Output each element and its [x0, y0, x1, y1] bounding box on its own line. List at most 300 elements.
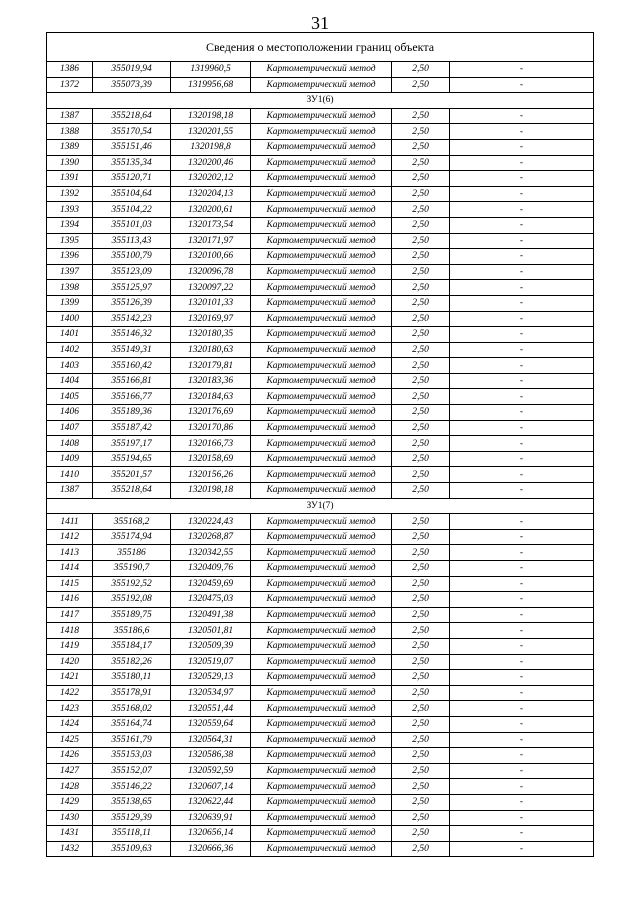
description-cell: -	[450, 638, 594, 654]
description-cell: -	[450, 62, 594, 78]
description-cell: -	[450, 249, 594, 265]
determination-method-cell: Картометрический метод	[251, 483, 392, 499]
y-coordinate-cell: 1320607,14	[171, 779, 251, 795]
y-coordinate-cell: 1320169,97	[171, 311, 251, 327]
x-coordinate-cell: 355138,65	[93, 794, 171, 810]
determination-method-cell: Картометрический метод	[251, 779, 392, 795]
x-coordinate-cell: 355073,39	[93, 77, 171, 93]
accuracy-cell: 2,50	[392, 561, 450, 577]
x-coordinate-cell: 355125,97	[93, 280, 171, 296]
accuracy-cell: 2,50	[392, 779, 450, 795]
point-number-cell: 1428	[47, 779, 93, 795]
description-cell: -	[450, 561, 594, 577]
description-cell: -	[450, 716, 594, 732]
table-row	[47, 342, 594, 358]
accuracy-cell: 2,50	[392, 62, 450, 78]
x-coordinate-cell: 355164,74	[93, 716, 171, 732]
point-number-cell: 1422	[47, 685, 93, 701]
x-coordinate-cell: 355190,7	[93, 561, 171, 577]
determination-method-cell: Картометрический метод	[251, 716, 392, 732]
accuracy-cell: 2,50	[392, 108, 450, 124]
description-cell: -	[450, 685, 594, 701]
table-row	[47, 124, 594, 140]
y-coordinate-cell: 1320179,81	[171, 358, 251, 374]
description-cell: -	[450, 436, 594, 452]
determination-method-cell: Картометрический метод	[251, 467, 392, 483]
accuracy-cell: 2,50	[392, 576, 450, 592]
description-cell: -	[450, 373, 594, 389]
determination-method-cell: Картометрический метод	[251, 233, 392, 249]
point-number-cell: 1424	[47, 716, 93, 732]
table-title-row	[47, 33, 594, 62]
determination-method-cell: Картометрический метод	[251, 826, 392, 842]
determination-method-cell: Картометрический метод	[251, 529, 392, 545]
y-coordinate-cell: 1320622,44	[171, 794, 251, 810]
determination-method-cell: Картометрический метод	[251, 748, 392, 764]
accuracy-cell: 2,50	[392, 373, 450, 389]
accuracy-cell: 2,50	[392, 405, 450, 421]
table-title: Сведения о местоположении границ объекта	[47, 33, 594, 62]
point-number-cell: 1432	[47, 841, 93, 857]
y-coordinate-cell: 1320551,44	[171, 701, 251, 717]
point-number-cell: 1387	[47, 108, 93, 124]
point-number-cell: 1417	[47, 607, 93, 623]
determination-method-cell: Картометрический метод	[251, 841, 392, 857]
accuracy-cell: 2,50	[392, 748, 450, 764]
y-coordinate-cell: 1320101,33	[171, 295, 251, 311]
x-coordinate-cell: 355118,11	[93, 826, 171, 842]
determination-method-cell: Картометрический метод	[251, 139, 392, 155]
accuracy-cell: 2,50	[392, 638, 450, 654]
x-coordinate-cell: 355194,65	[93, 451, 171, 467]
point-number-cell: 1427	[47, 763, 93, 779]
x-coordinate-cell: 355019,94	[93, 62, 171, 78]
point-number-cell: 1429	[47, 794, 93, 810]
determination-method-cell: Картометрический метод	[251, 670, 392, 686]
table-row	[47, 638, 594, 654]
description-cell: -	[450, 108, 594, 124]
description-cell: -	[450, 748, 594, 764]
y-coordinate-cell: 1320475,03	[171, 592, 251, 608]
y-coordinate-cell: 1320100,66	[171, 249, 251, 265]
accuracy-cell: 2,50	[392, 514, 450, 530]
table-row	[47, 607, 594, 623]
table-row	[47, 373, 594, 389]
accuracy-cell: 2,50	[392, 311, 450, 327]
point-number-cell: 1388	[47, 124, 93, 140]
y-coordinate-cell: 1320224,43	[171, 514, 251, 530]
x-coordinate-cell: 355192,08	[93, 592, 171, 608]
x-coordinate-cell: 355161,79	[93, 732, 171, 748]
x-coordinate-cell: 355192,52	[93, 576, 171, 592]
y-coordinate-cell: 1320156,26	[171, 467, 251, 483]
table-row	[47, 62, 594, 78]
point-number-cell: 1425	[47, 732, 93, 748]
x-coordinate-cell: 355197,17	[93, 436, 171, 452]
determination-method-cell: Картометрический метод	[251, 436, 392, 452]
table-row	[47, 685, 594, 701]
point-number-cell: 1415	[47, 576, 93, 592]
table-row	[47, 529, 594, 545]
table-row	[47, 358, 594, 374]
y-coordinate-cell: 1320097,22	[171, 280, 251, 296]
point-number-cell: 1391	[47, 171, 93, 187]
description-cell: -	[450, 202, 594, 218]
point-number-cell: 1430	[47, 810, 93, 826]
y-coordinate-cell: 1320559,64	[171, 716, 251, 732]
table-row	[47, 405, 594, 421]
description-cell: -	[450, 607, 594, 623]
determination-method-cell: Картометрический метод	[251, 295, 392, 311]
description-cell: -	[450, 763, 594, 779]
table-row	[47, 623, 594, 639]
table-row	[47, 139, 594, 155]
accuracy-cell: 2,50	[392, 171, 450, 187]
y-coordinate-cell: 1320170,86	[171, 420, 251, 436]
y-coordinate-cell: 1320198,8	[171, 139, 251, 155]
y-coordinate-cell: 1320183,36	[171, 373, 251, 389]
determination-method-cell: Картометрический метод	[251, 108, 392, 124]
accuracy-cell: 2,50	[392, 654, 450, 670]
description-cell: -	[450, 77, 594, 93]
table-row	[47, 77, 594, 93]
accuracy-cell: 2,50	[392, 436, 450, 452]
table-row	[47, 186, 594, 202]
y-coordinate-cell: 1320501,81	[171, 623, 251, 639]
description-cell: -	[450, 139, 594, 155]
accuracy-cell: 2,50	[392, 217, 450, 233]
table-row	[47, 389, 594, 405]
accuracy-cell: 2,50	[392, 139, 450, 155]
accuracy-cell: 2,50	[392, 701, 450, 717]
x-coordinate-cell: 355129,39	[93, 810, 171, 826]
table-row	[47, 576, 594, 592]
point-number-cell: 1403	[47, 358, 93, 374]
point-number-cell: 1392	[47, 186, 93, 202]
point-number-cell: 1418	[47, 623, 93, 639]
point-number-cell: 1405	[47, 389, 93, 405]
determination-method-cell: Картометрический метод	[251, 264, 392, 280]
determination-method-cell: Картометрический метод	[251, 327, 392, 343]
accuracy-cell: 2,50	[392, 202, 450, 218]
table-row	[47, 155, 594, 171]
y-coordinate-cell: 1320268,87	[171, 529, 251, 545]
y-coordinate-cell: 1320202,12	[171, 171, 251, 187]
description-cell: -	[450, 467, 594, 483]
y-coordinate-cell: 1319956,68	[171, 77, 251, 93]
y-coordinate-cell: 1320639,91	[171, 810, 251, 826]
table-row	[47, 280, 594, 296]
y-coordinate-cell: 1320158,69	[171, 451, 251, 467]
x-coordinate-cell: 355178,91	[93, 685, 171, 701]
x-coordinate-cell: 355135,34	[93, 155, 171, 171]
description-cell: -	[450, 342, 594, 358]
x-coordinate-cell: 355182,26	[93, 654, 171, 670]
table-row	[47, 264, 594, 280]
table-row	[47, 779, 594, 795]
accuracy-cell: 2,50	[392, 249, 450, 265]
description-cell: -	[450, 358, 594, 374]
description-cell: -	[450, 841, 594, 857]
point-number-cell: 1407	[47, 420, 93, 436]
determination-method-cell: Картометрический метод	[251, 405, 392, 421]
y-coordinate-cell: 1320534,97	[171, 685, 251, 701]
x-coordinate-cell: 355120,71	[93, 171, 171, 187]
accuracy-cell: 2,50	[392, 763, 450, 779]
table-row	[47, 810, 594, 826]
x-coordinate-cell: 355151,46	[93, 139, 171, 155]
y-coordinate-cell: 1320491,38	[171, 607, 251, 623]
accuracy-cell: 2,50	[392, 794, 450, 810]
accuracy-cell: 2,50	[392, 670, 450, 686]
description-cell: -	[450, 405, 594, 421]
accuracy-cell: 2,50	[392, 592, 450, 608]
point-number-cell: 1431	[47, 826, 93, 842]
description-cell: -	[450, 810, 594, 826]
y-coordinate-cell: 1320166,73	[171, 436, 251, 452]
accuracy-cell: 2,50	[392, 295, 450, 311]
determination-method-cell: Картометрический метод	[251, 576, 392, 592]
x-coordinate-cell: 355184,17	[93, 638, 171, 654]
table-row	[47, 732, 594, 748]
y-coordinate-cell: 1319960,5	[171, 62, 251, 78]
determination-method-cell: Картометрический метод	[251, 638, 392, 654]
point-number-cell: 1396	[47, 249, 93, 265]
point-number-cell: 1412	[47, 529, 93, 545]
x-coordinate-cell: 355146,32	[93, 327, 171, 343]
point-number-cell: 1397	[47, 264, 93, 280]
y-coordinate-cell: 1320096,78	[171, 264, 251, 280]
x-coordinate-cell: 355180,11	[93, 670, 171, 686]
description-cell: -	[450, 451, 594, 467]
point-number-cell: 1400	[47, 311, 93, 327]
y-coordinate-cell: 1320342,55	[171, 545, 251, 561]
section-header-row	[47, 498, 594, 514]
point-number-cell: 1409	[47, 451, 93, 467]
table-row	[47, 826, 594, 842]
determination-method-cell: Картометрический метод	[251, 794, 392, 810]
x-coordinate-cell: 355104,64	[93, 186, 171, 202]
point-number-cell: 1386	[47, 62, 93, 78]
x-coordinate-cell: 355189,36	[93, 405, 171, 421]
determination-method-cell: Картометрический метод	[251, 592, 392, 608]
x-coordinate-cell: 355187,42	[93, 420, 171, 436]
description-cell: -	[450, 389, 594, 405]
determination-method-cell: Картометрический метод	[251, 607, 392, 623]
accuracy-cell: 2,50	[392, 342, 450, 358]
x-coordinate-cell: 355186	[93, 545, 171, 561]
table-row	[47, 467, 594, 483]
point-number-cell: 1414	[47, 561, 93, 577]
description-cell: -	[450, 514, 594, 530]
determination-method-cell: Картометрический метод	[251, 77, 392, 93]
point-number-cell: 1419	[47, 638, 93, 654]
accuracy-cell: 2,50	[392, 732, 450, 748]
x-coordinate-cell: 355174,94	[93, 529, 171, 545]
table-row	[47, 794, 594, 810]
table-row	[47, 716, 594, 732]
accuracy-cell: 2,50	[392, 685, 450, 701]
point-number-cell: 1406	[47, 405, 93, 421]
description-cell: -	[450, 592, 594, 608]
description-cell: -	[450, 529, 594, 545]
table-row	[47, 108, 594, 124]
y-coordinate-cell: 1320459,69	[171, 576, 251, 592]
determination-method-cell: Картометрический метод	[251, 561, 392, 577]
accuracy-cell: 2,50	[392, 264, 450, 280]
y-coordinate-cell: 1320176,69	[171, 405, 251, 421]
x-coordinate-cell: 355153,03	[93, 748, 171, 764]
table-row	[47, 545, 594, 561]
accuracy-cell: 2,50	[392, 826, 450, 842]
description-cell: -	[450, 311, 594, 327]
accuracy-cell: 2,50	[392, 716, 450, 732]
accuracy-cell: 2,50	[392, 623, 450, 639]
section-label: ЗУ1(7)	[47, 498, 594, 514]
x-coordinate-cell: 355113,43	[93, 233, 171, 249]
description-cell: -	[450, 171, 594, 187]
point-number-cell: 1423	[47, 701, 93, 717]
description-cell: -	[450, 327, 594, 343]
accuracy-cell: 2,50	[392, 77, 450, 93]
x-coordinate-cell: 355126,39	[93, 295, 171, 311]
y-coordinate-cell: 1320171,97	[171, 233, 251, 249]
accuracy-cell: 2,50	[392, 467, 450, 483]
determination-method-cell: Картометрический метод	[251, 389, 392, 405]
determination-method-cell: Картометрический метод	[251, 280, 392, 296]
description-cell: -	[450, 280, 594, 296]
point-number-cell: 1404	[47, 373, 93, 389]
point-number-cell: 1408	[47, 436, 93, 452]
determination-method-cell: Картометрический метод	[251, 155, 392, 171]
accuracy-cell: 2,50	[392, 186, 450, 202]
y-coordinate-cell: 1320409,76	[171, 561, 251, 577]
description-cell: -	[450, 779, 594, 795]
y-coordinate-cell: 1320586,38	[171, 748, 251, 764]
description-cell: -	[450, 264, 594, 280]
accuracy-cell: 2,50	[392, 155, 450, 171]
x-coordinate-cell: 355152,07	[93, 763, 171, 779]
point-number-cell: 1394	[47, 217, 93, 233]
determination-method-cell: Картометрический метод	[251, 701, 392, 717]
table-row	[47, 514, 594, 530]
accuracy-cell: 2,50	[392, 545, 450, 561]
x-coordinate-cell: 355160,42	[93, 358, 171, 374]
section-label: ЗУ1(6)	[47, 93, 594, 109]
description-cell: -	[450, 124, 594, 140]
accuracy-cell: 2,50	[392, 607, 450, 623]
table-row	[47, 233, 594, 249]
determination-method-cell: Картометрический метод	[251, 62, 392, 78]
determination-method-cell: Картометрический метод	[251, 342, 392, 358]
x-coordinate-cell: 355201,57	[93, 467, 171, 483]
boundary-coordinates-table	[46, 32, 594, 857]
table-row	[47, 420, 594, 436]
table-row	[47, 327, 594, 343]
y-coordinate-cell: 1320656,14	[171, 826, 251, 842]
determination-method-cell: Картометрический метод	[251, 810, 392, 826]
x-coordinate-cell: 355123,09	[93, 264, 171, 280]
point-number-cell: 1395	[47, 233, 93, 249]
accuracy-cell: 2,50	[392, 124, 450, 140]
y-coordinate-cell: 1320204,13	[171, 186, 251, 202]
accuracy-cell: 2,50	[392, 280, 450, 296]
point-number-cell: 1398	[47, 280, 93, 296]
x-coordinate-cell: 355101,03	[93, 217, 171, 233]
x-coordinate-cell: 355218,64	[93, 108, 171, 124]
determination-method-cell: Картометрический метод	[251, 186, 392, 202]
x-coordinate-cell: 355168,2	[93, 514, 171, 530]
table-row	[47, 202, 594, 218]
x-coordinate-cell: 355166,81	[93, 373, 171, 389]
accuracy-cell: 2,50	[392, 483, 450, 499]
description-cell: -	[450, 826, 594, 842]
accuracy-cell: 2,50	[392, 841, 450, 857]
point-number-cell: 1401	[47, 327, 93, 343]
description-cell: -	[450, 217, 594, 233]
table-row	[47, 295, 594, 311]
accuracy-cell: 2,50	[392, 358, 450, 374]
table-row	[47, 670, 594, 686]
point-number-cell: 1421	[47, 670, 93, 686]
accuracy-cell: 2,50	[392, 327, 450, 343]
determination-method-cell: Картометрический метод	[251, 763, 392, 779]
y-coordinate-cell: 1320173,54	[171, 217, 251, 233]
table-row	[47, 701, 594, 717]
description-cell: -	[450, 576, 594, 592]
page-number: 31	[311, 13, 329, 33]
y-coordinate-cell: 1320529,13	[171, 670, 251, 686]
accuracy-cell: 2,50	[392, 810, 450, 826]
description-cell: -	[450, 545, 594, 561]
determination-method-cell: Картометрический метод	[251, 202, 392, 218]
accuracy-cell: 2,50	[392, 420, 450, 436]
y-coordinate-cell: 1320564,31	[171, 732, 251, 748]
table-row	[47, 217, 594, 233]
point-number-cell: 1390	[47, 155, 93, 171]
x-coordinate-cell: 355170,54	[93, 124, 171, 140]
description-cell: -	[450, 155, 594, 171]
point-number-cell: 1410	[47, 467, 93, 483]
description-cell: -	[450, 670, 594, 686]
table-row	[47, 561, 594, 577]
description-cell: -	[450, 794, 594, 810]
determination-method-cell: Картометрический метод	[251, 623, 392, 639]
point-number-cell: 1389	[47, 139, 93, 155]
description-cell: -	[450, 295, 594, 311]
determination-method-cell: Картометрический метод	[251, 124, 392, 140]
point-number-cell: 1426	[47, 748, 93, 764]
y-coordinate-cell: 1320519,07	[171, 654, 251, 670]
determination-method-cell: Картометрический метод	[251, 420, 392, 436]
section-header-row	[47, 93, 594, 109]
x-coordinate-cell: 355218,64	[93, 483, 171, 499]
x-coordinate-cell: 355166,77	[93, 389, 171, 405]
determination-method-cell: Картометрический метод	[251, 545, 392, 561]
description-cell: -	[450, 654, 594, 670]
y-coordinate-cell: 1320592,59	[171, 763, 251, 779]
y-coordinate-cell: 1320201,55	[171, 124, 251, 140]
y-coordinate-cell: 1320200,61	[171, 202, 251, 218]
point-number-cell: 1413	[47, 545, 93, 561]
x-coordinate-cell: 355109,63	[93, 841, 171, 857]
description-cell: -	[450, 233, 594, 249]
table-row	[47, 171, 594, 187]
table-row	[47, 249, 594, 265]
table-row	[47, 436, 594, 452]
x-coordinate-cell: 355149,31	[93, 342, 171, 358]
y-coordinate-cell: 1320198,18	[171, 483, 251, 499]
